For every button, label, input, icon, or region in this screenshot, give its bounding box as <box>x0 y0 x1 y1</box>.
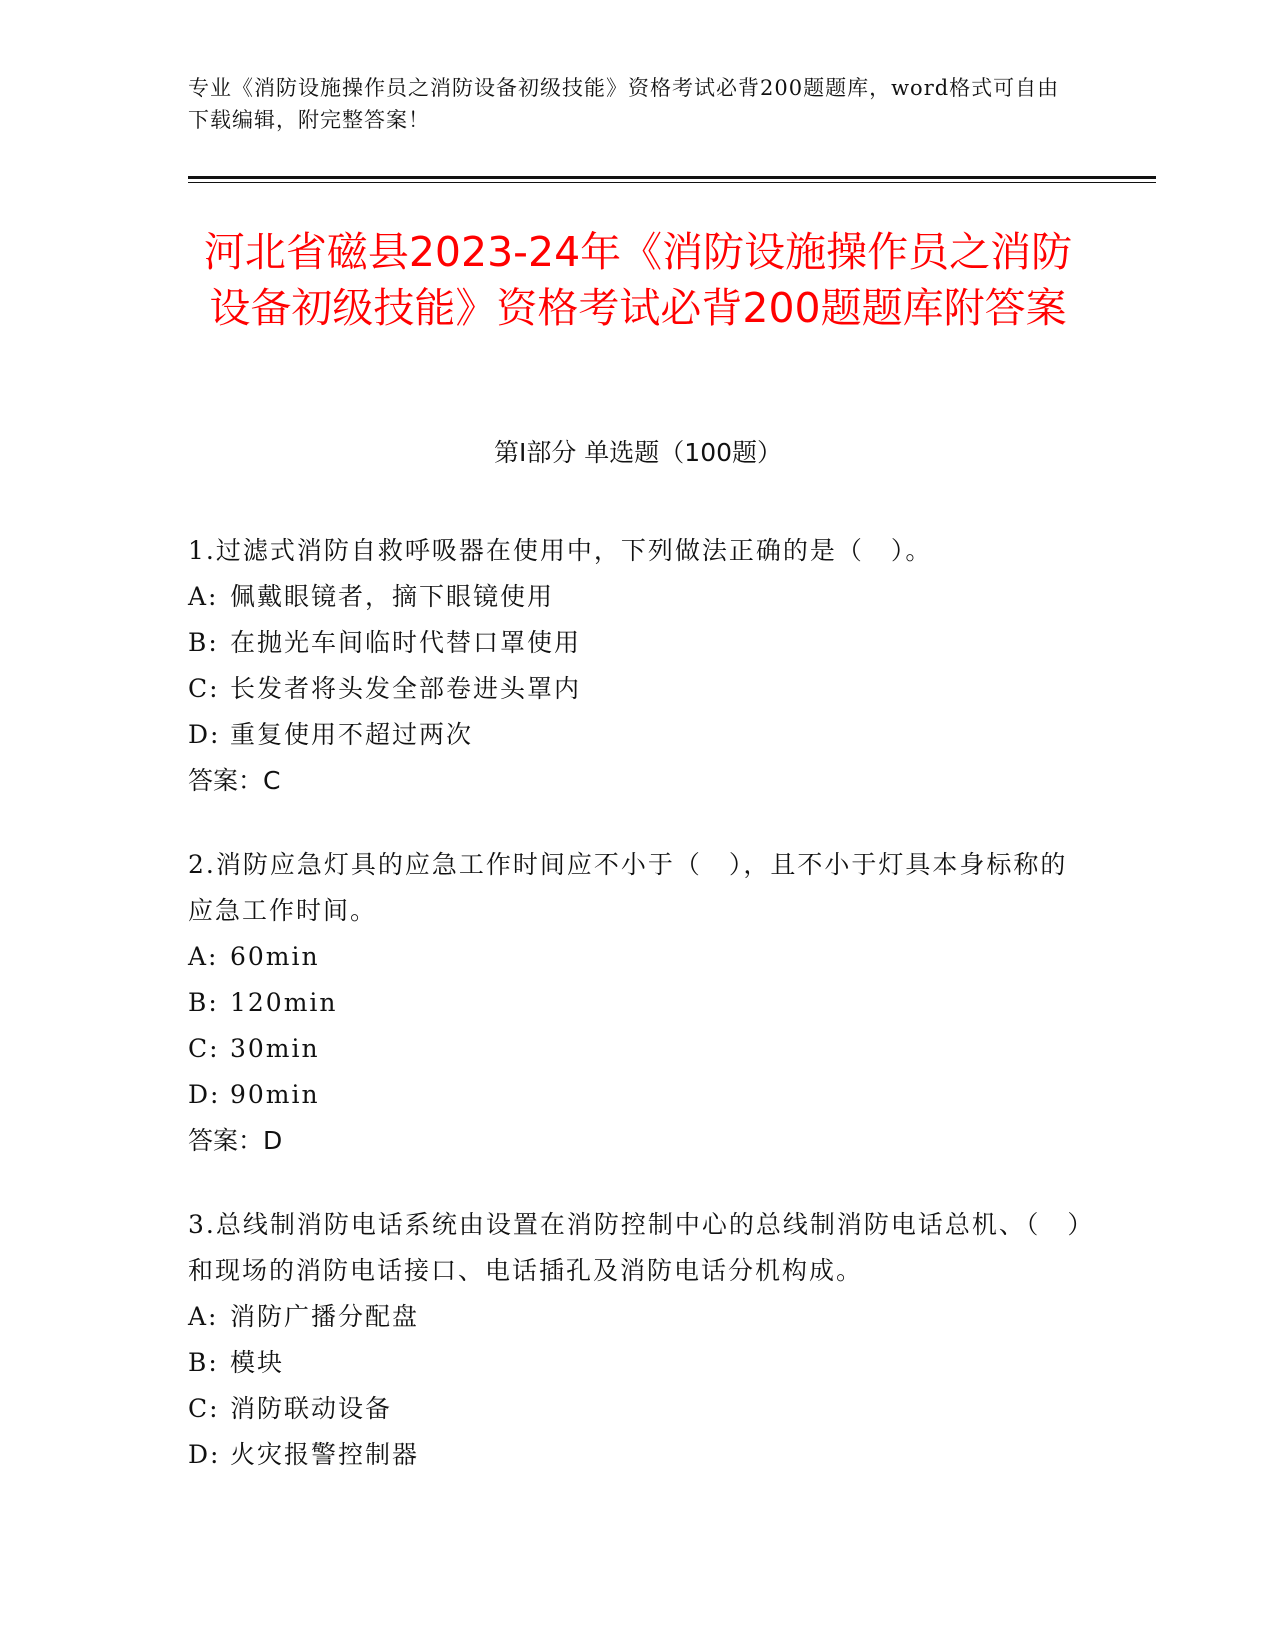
header-note: 专业《消防设施操作员之消防设备初级技能》资格考试必背200题题库，word格式可自由下载编辑，附完整答案！ <box>188 76 1060 132</box>
question-1 <box>188 528 1088 804</box>
option-d <box>188 1432 1088 1478</box>
option-text: 30min <box>230 1034 320 1063</box>
option-text: 重复使用不超过两次 <box>230 720 474 749</box>
option-a <box>188 1294 1088 1340</box>
option-text: 90min <box>230 1080 320 1109</box>
question-text: 1.过滤式消防自救呼吸器在使用中，下列做法正确的是（ ）。 <box>188 536 933 565</box>
question-text: 3.总线制消防电话系统由设置在消防控制中心的总线制消防电话总机、（ ）和现场的消防电话接口、电话插孔及消防电话分机构成。 <box>188 1210 1082 1285</box>
option-letter: B: <box>188 1348 219 1377</box>
option-letter: D: <box>188 720 221 749</box>
option-c <box>188 666 1088 712</box>
option-text: 模块 <box>230 1348 285 1377</box>
option-c <box>188 1026 1088 1072</box>
option-letter: D: <box>188 1080 221 1109</box>
question-2 <box>188 842 1088 1164</box>
option-text: 消防广播分配盘 <box>230 1302 420 1331</box>
option-d <box>188 1072 1088 1118</box>
option-letter: C: <box>188 1394 220 1423</box>
option-text: 火灾报警控制器 <box>230 1440 420 1469</box>
option-d <box>188 712 1088 758</box>
option-b <box>188 980 1088 1026</box>
option-letter: C: <box>188 1034 220 1063</box>
header-divider-thin <box>188 182 1156 183</box>
option-text: 60min <box>230 942 320 971</box>
answer-line: 答案：D <box>188 1126 283 1155</box>
option-text: 在抛光车间临时代替口罩使用 <box>230 628 582 657</box>
option-b <box>188 620 1088 666</box>
option-c <box>188 1386 1088 1432</box>
answer-line: 答案：C <box>188 766 281 795</box>
document-title: 河北省磁县2023-24年《消防设施操作员之消防设备初级技能》资格考试必背200题题库附答案 <box>203 228 1073 332</box>
option-letter: A: <box>188 942 219 971</box>
option-letter: D: <box>188 1440 221 1469</box>
option-a <box>188 934 1088 980</box>
option-b <box>188 1340 1088 1386</box>
option-letter: B: <box>188 988 219 1017</box>
option-a <box>188 574 1088 620</box>
header-divider-thick <box>188 176 1156 179</box>
option-letter: C: <box>188 674 220 703</box>
question-3 <box>188 1202 1088 1478</box>
question-list <box>188 528 1088 1516</box>
option-letter: B: <box>188 628 219 657</box>
option-letter: A: <box>188 582 219 611</box>
option-text: 佩戴眼镜者，摘下眼镜使用 <box>230 582 555 611</box>
option-text: 120min <box>230 988 338 1017</box>
option-letter: A: <box>188 1302 219 1331</box>
section-heading: 第Ⅰ部分 单选题（100题） <box>493 438 783 467</box>
option-text: 长发者将头发全部卷进头罩内 <box>230 674 582 703</box>
question-text: 2.消防应急灯具的应急工作时间应不小于（ ），且不小于灯具本身标称的应急工作时间。 <box>188 850 1068 925</box>
option-text: 消防联动设备 <box>230 1394 393 1423</box>
